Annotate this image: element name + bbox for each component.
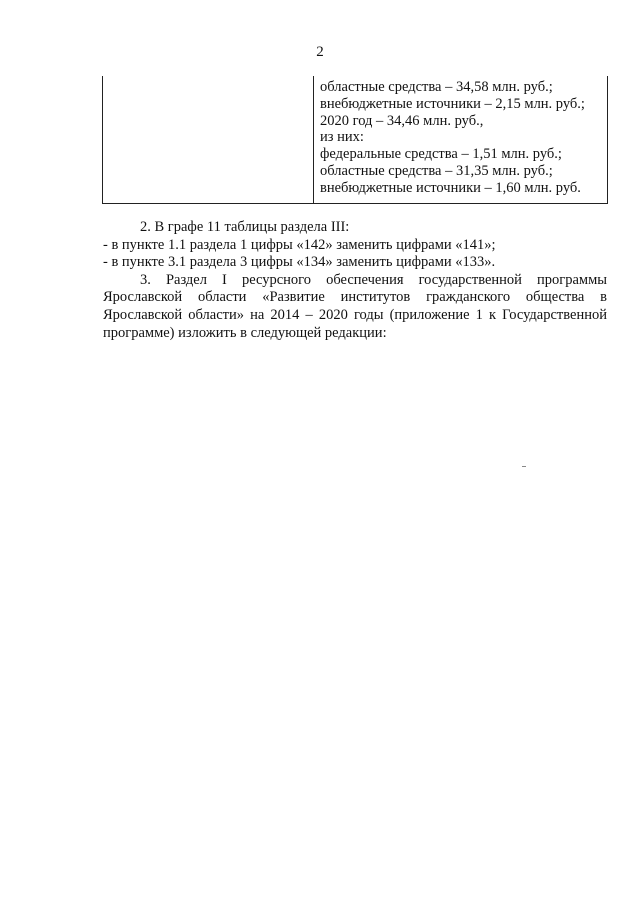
item-3-paragraph: 3. Раздел I ресурсного обеспечения государственной программы Ярославской области «Развитие институтов гражданского общества в Ярославской области» на 2014 – 2020 годы (приложение 1 к Государственной программе) изложить в следующей редакции: [103, 271, 607, 341]
funding-line-federal-2020: федеральные средства – 1,51 млн. руб.; [320, 146, 562, 163]
item-2-bullet-2: - в пункте 3.1 раздела 3 цифры «134» заменить цифрами «133». [103, 254, 496, 271]
funding-table [102, 76, 608, 204]
table-row [103, 76, 608, 204]
table-left-cell [103, 76, 314, 204]
funding-line-extrabudget-2019: внебюджетные источники – 2,15 млн. руб.; [320, 95, 585, 112]
funding-line-extrabudget-2020: внебюджетные источники – 1,60 млн. руб. [320, 179, 581, 196]
funding-line-regional-2020: областные средства – 31,35 млн. руб.; [320, 162, 553, 179]
item-2-heading: 2. В графе 11 таблицы раздела III: [140, 219, 350, 235]
table-right-cell [314, 76, 608, 204]
page-number: 2 [316, 44, 324, 60]
funding-line-year-2020-total: 2020 год – 34,46 млн. руб., [320, 112, 484, 129]
scan-speck [522, 466, 526, 467]
item-2-bullet-1: - в пункте 1.1 раздела 1 цифры «142» заменить цифрами «141»; [103, 236, 496, 253]
funding-line-regional-2019: областные средства – 34,58 млн. руб.; [320, 79, 553, 95]
funding-line-of-which: из них: [320, 129, 364, 146]
document-body [103, 219, 607, 342]
